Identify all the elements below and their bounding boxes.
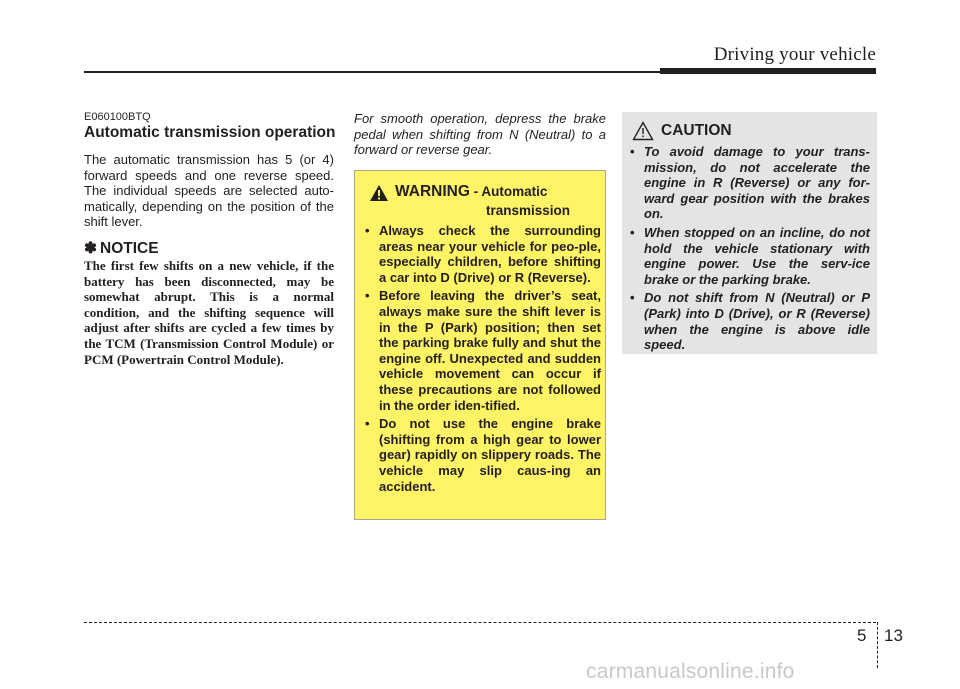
notice-heading — [84, 239, 159, 258]
caution-title: CAUTION — [661, 122, 732, 139]
footer-dashed-rule — [84, 622, 876, 623]
chapter-number: 5 — [857, 626, 867, 645]
notice-text: The first few shifts on a new vehicle, if the battery has been disconnected, may be somewhat abrupt. This is a normal condition, and the shifting sequence will adjust after shifts are cycled a few times by the TCM (Transmission Control Module) or PCM (Powertrain Control Module). — [84, 258, 334, 367]
footer-vertical-divider — [877, 622, 878, 668]
warning-item: • Before leaving the driver’s seat, always make sure the shift lever is in the P (Park) position; then set the parking brake fully and shut the engine off. Unexpected and sudden vehicle movement can occur if these precautions are not followed in the order iden-tified. — [365, 288, 601, 413]
warning-triangle-icon — [369, 184, 389, 202]
notice-star-icon: ✽ — [84, 240, 97, 257]
warning-dash: - — [469, 184, 482, 199]
warning-subtitle-line2: transmission — [486, 203, 571, 218]
watermark: carmanualsonline.info — [586, 660, 795, 683]
caution-item: • To avoid damage to your trans-mission, do not accelerate the engine in R (Reverse) or any for-ward gear position with the brakes on. — [630, 144, 870, 222]
section-header-title: Driving your vehicle — [713, 44, 876, 65]
header-rule — [84, 71, 660, 73]
caution-box — [622, 112, 877, 354]
warning-item: • Always check the surrounding areas near your vehicle for peo-ple, especially children, before shifting a car into D (Drive) or R (Reverse). — [365, 223, 601, 285]
caution-item: • When stopped on an incline, do not hold the vehicle stationary with engine power. Use the serv-ice brake or the parking brake. — [630, 225, 870, 287]
section-heading: Automatic transmission operation — [84, 124, 336, 141]
warning-title-line — [395, 183, 547, 201]
section-code: E060100BTQ — [84, 111, 151, 123]
header-rule-bold — [660, 68, 876, 74]
warning-subtitle: Automatic — [481, 184, 548, 199]
caution-triangle-icon — [632, 121, 654, 141]
body-paragraph: The automatic transmission has 5 (or 4) forward speeds and one reverse speed. The individual speeds are selected auto-matically, depending on the position of the shift lever. — [84, 152, 334, 230]
caution-item: • Do not shift from N (Neutral) or P (Park) into D (Drive), or R (Reverse) when the engine is above idle speed. — [630, 290, 870, 352]
notice-title: NOTICE — [100, 240, 159, 257]
warning-box — [354, 170, 606, 520]
page-number: 13 — [884, 626, 903, 645]
warning-title: WARNING — [395, 183, 470, 200]
caution-list — [630, 144, 870, 356]
smooth-operation-note: For smooth operation, depress the brake pedal when shifting from N (Neutral) to a forward or reverse gear. — [354, 111, 606, 158]
warning-item: • Do not use the engine brake (shifting from a high gear to lower gear) rapidly on slippery roads. The vehicle may slip caus-ing an accident. — [365, 416, 601, 494]
warning-list — [365, 223, 601, 497]
